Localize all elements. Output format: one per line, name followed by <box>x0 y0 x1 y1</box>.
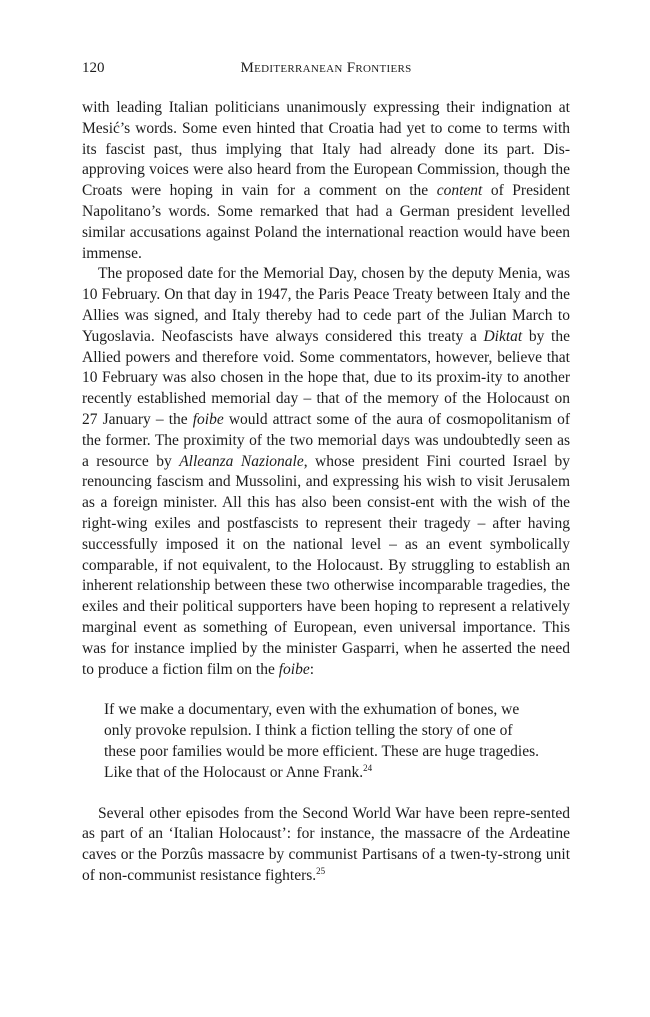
paragraph-2-text-5: : <box>309 660 315 678</box>
italic-foibe-2: foibe <box>278 660 310 678</box>
running-head: Mediterranean Frontiers <box>240 60 412 76</box>
footnote-marker-24: 24 <box>363 762 373 773</box>
paragraph-1-text-1: with leading Italian politicians unanimously expressing their indignation at Mesić’s words. Some even hinted that Croatia had yet to come to terms with its fascist past, thus implying that Italy had already done its part. Dis-approving voices were also heard from the European Commission, though the Croats were hoping in vain for a comment on the <box>82 99 570 200</box>
quote-text: If we make a documentary, even with the exhumation of bones, we only provoke repulsion. I think a fiction telling the story of one of these poor families would be more efficient. These are huge tragedies. Like that of the Holocaust or Anne Frank. <box>104 701 539 781</box>
paragraph-3-text: Several other episodes from the Second World War have been repre-sented as part of an ‘Italian Holocaust’: for instance, the massacre of the Ardeatine caves or the Porzûs massacre by communist Partisans of a twen-ty-strong unit of non-communist resistance fighters. <box>82 804 570 884</box>
body-text <box>82 98 570 887</box>
page-header <box>82 56 570 80</box>
paragraph-2-text-3: would attract some of the aura of cosmopolitanism of the former. The proximity of the two memorial days was undoubtedly seen as a resource by <box>82 410 570 470</box>
paragraph-2-text-1: The proposed date for the Memorial Day, chosen by the deputy Menia, was 10 February. On that day in 1947, the Paris Peace Treaty between Italy and the Allies was signed, and Italy thereby had to cede part of the Julian March to Yugoslavia. Neofascists have always considered this treaty a <box>82 265 570 345</box>
page-number: 120 <box>82 60 105 76</box>
italic-diktat: Diktat <box>483 327 523 345</box>
italic-content: content <box>436 182 483 200</box>
paragraph-2-text-2: by the Allied powers and therefore void. Some commentators, however, believe that 10 February was also chosen in the hope that, due to its proxim-ity to another recently established memorial day – that of the memory of the Holocaust on 27 January – the <box>82 327 570 428</box>
footnote-marker-25: 25 <box>316 865 326 876</box>
paragraph-1-text-2: of President Napolitano’s words. Some remarked that had a German president levelled similar accusations against Poland the international reaction would have been immense. <box>82 182 570 262</box>
italic-alleanza-nazionale: Alleanza Nazionale <box>179 452 304 470</box>
paragraph-3 <box>82 804 570 887</box>
paragraph-2 <box>82 264 570 680</box>
paragraph-2-text-4: , whose president Fini courted Israel by renouncing fascism and Mussolini, and expressing his wish to visit Jerusalem as a foreign minister. All this has also been consist-ent with the wish of the right-wing exiles and postfascists to represent their tragedy – after having successfully imposed it on the national level – as an event symbolically comparable, if not equivalent, to the Holocaust. By struggling to establish an inherent relationship between these two otherwise incomparable tragedies, the exiles and their political supporters have been hoping to represent a relatively marginal event as something of European, even universal importance. This was for instance implied by the minister Gasparri, when he asserted the need to produce a fiction film on the <box>82 452 571 678</box>
block-quote <box>104 700 544 783</box>
paragraph-1 <box>82 98 570 264</box>
italic-foibe-1: foibe <box>192 410 224 428</box>
